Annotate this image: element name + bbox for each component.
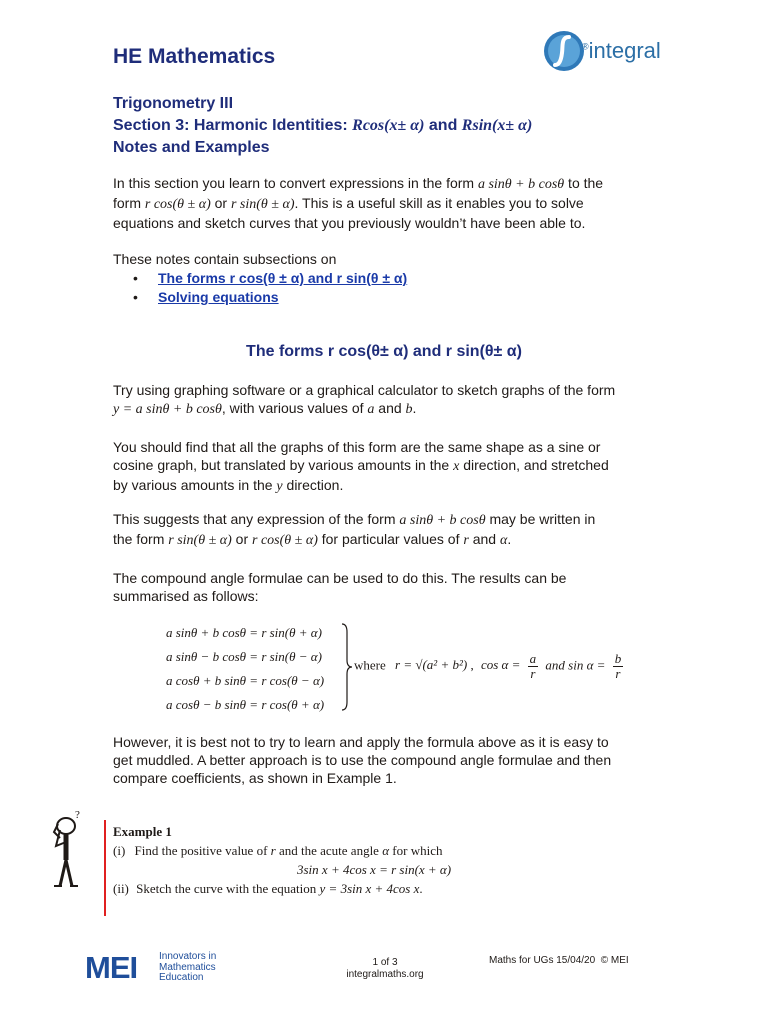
brace-icon: [340, 622, 354, 712]
intro-paragraph: In this section you learn to convert expressions in the form a sinθ + b cosθ to the form r cos(θ ± α) or r sin(θ ± α). This is a useful skill as it enables you to solve equations and sketch curves that you previously wouldn’t have been able to.: [113, 175, 604, 231]
formula-line: a sinθ − b cosθ = r sin(θ − α): [166, 649, 322, 664]
paragraph-graphing: Try using graphing software or a graphical calculator to sketch graphs of the form y = a sinθ + b cosθ, with various values of a and b.: [113, 382, 616, 417]
example-part-ii: (ii) Sketch the curve with the equation y = 3sin x + 4cos x.: [113, 881, 423, 896]
fraction-sin: $\frac{b}{r}$: [614, 651, 622, 681]
footer-center: [330, 957, 440, 981]
mei-tagline: Innovators in Mathematics Education: [159, 951, 217, 983]
link-forms[interactable]: The forms r cos(θ ± α) and r sin(θ ± α): [158, 270, 408, 286]
subtitle-notes: Notes and Examples: [113, 139, 270, 156]
link-solving-equations[interactable]: Solving equations: [158, 289, 279, 305]
svg-text:?: ?: [75, 809, 80, 821]
page-number: 1 of 3: [372, 957, 398, 968]
paragraph-compound: The compound angle formulae can be used to do this. The results can be summarised as follows:: [113, 570, 567, 604]
example-equation: 3sin x + 4cos x = r sin(x + α): [297, 862, 452, 877]
section-heading: The forms r cos(θ± α) and r sin(θ± α): [246, 343, 522, 360]
example-box: [113, 822, 563, 898]
integral-logo-icon: [542, 28, 586, 74]
list-item: [113, 288, 653, 307]
formula-where: where r = √(a² + b²) , cos α = $\frac{a}{r}$ and sin α = $\frac{b}{r}$: [354, 651, 622, 681]
thinking-figure-icon: [44, 808, 90, 890]
formula-line: a cosθ + b sinθ = r cos(θ − α): [166, 673, 325, 688]
paragraph-suggests: This suggests that any expression of the form a sinθ + b cosθ may be written in the form r sin(θ ± α) or r cos(θ ± α) for particular values of r and α.: [113, 511, 596, 548]
formula-list: [166, 621, 324, 717]
example-accent-bar: [104, 820, 106, 916]
paragraph-however: However, it is best not to try to learn and apply the formula above as it is easy to get muddled. A better approach is to use the compound angle formulae and then compare coefficients, as shown in Example 1.: [113, 734, 612, 786]
fraction-cos: $\frac{a}{r}$: [529, 651, 537, 681]
integral-logo-text: ®integral: [582, 38, 661, 63]
list-item: [113, 269, 653, 288]
subtitle-topic: Trigonometry III: [113, 95, 234, 112]
example-title: Example 1: [113, 824, 172, 839]
subsection-list: [113, 269, 653, 307]
example-part-i: (i) Find the positive value of r and the acute angle α for which: [113, 843, 443, 858]
formula-line: a sinθ + b cosθ = r sin(θ + α): [166, 625, 322, 640]
formula-line: a cosθ − b sinθ = r cos(θ + α): [166, 697, 325, 712]
page-title: HE Mathematics: [113, 45, 276, 68]
integral-logo: [542, 28, 692, 76]
mei-logo: MEI Innovators in Mathematics Education: [85, 950, 217, 985]
site-url: integralmaths.org: [346, 969, 424, 980]
subtitle-section: Section 3: Harmonic Identities: Rcos(x± α) and Rsin(x± α): [113, 117, 533, 134]
subsections-intro: These notes contain subsections on: [113, 251, 337, 267]
footer-right: Maths for UGs 15/04/20 © MEI: [489, 955, 629, 966]
paragraph-shape: You should find that all the graphs of this form are the same shape as a sine or cosine graph, but translated by various amounts in the x direction, and stretched by various amounts in the y direction.: [113, 439, 609, 494]
